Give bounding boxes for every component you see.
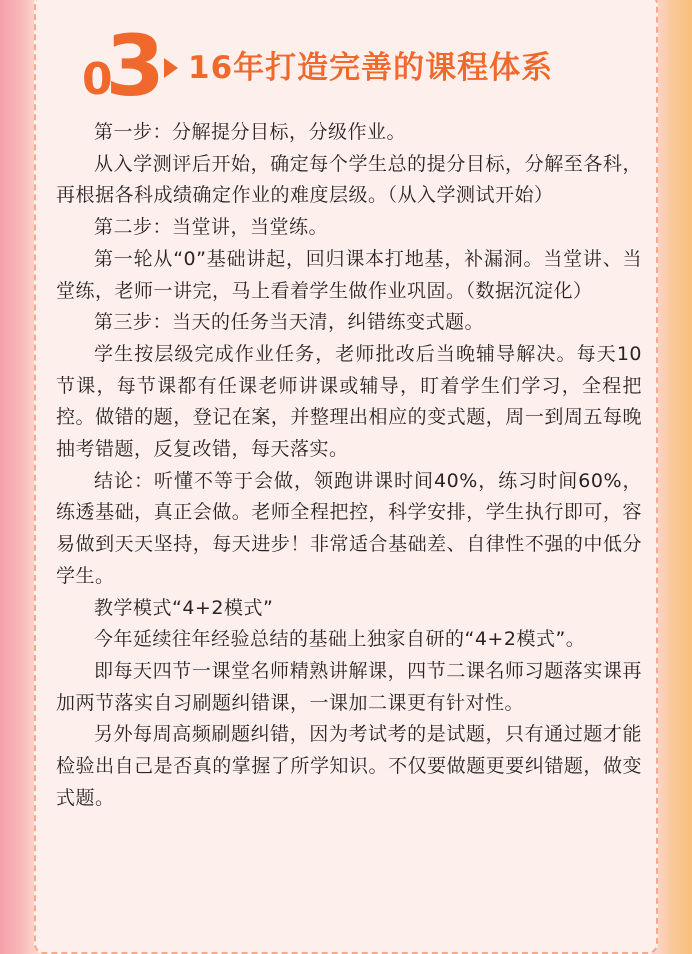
paragraph-step-2: 第二步：当堂讲，当堂练。	[94, 216, 329, 239]
paragraph-step-3-detail: 学生按层级完成作业任务，老师批改后当晚辅导解决。每天10节课，每节课都有任课老师讲课或辅导，盯着学生们学习，全程把控。做错的题，登记在案，并整理出相应的变式题，周一到周五每晚抽考错题，反复改错，每天落实。	[56, 342, 642, 461]
paragraph-teaching-mode: 教学模式“4+2模式”	[94, 596, 274, 619]
section-title: 16年打造完善的课程体系	[188, 50, 554, 86]
paragraph-step-1: 第一步：分解提分目标，分级作业。	[94, 121, 407, 143]
paragraph-step-2-detail: 第一轮从“0”基础讲起，回归课本打地基，补漏洞。当堂讲、当堂练，老师一讲完，马上看着学生做作业巩固。（数据沉淀化）	[56, 247, 642, 302]
paragraph-teaching-mode-detail: 今年延续往年经验总结的基础上独家自研的“4+2模式”。	[94, 628, 586, 651]
paragraph-step-1-detail: 从入学测评后开始，确定每个学生总的提分目标，分解至各科，再根据各科成绩确定作业的难度层级。（从入学测试开始）	[56, 152, 642, 207]
paragraph-step-3: 第三步：当天的任务当天清，纠错练变式题。	[94, 311, 485, 334]
section-number-badge	[80, 17, 166, 115]
article-body	[56, 117, 642, 814]
badge-prefix: 0	[82, 54, 111, 105]
badge-number: 3	[105, 17, 166, 115]
play-arrow-icon	[164, 58, 178, 78]
paragraph-daily-schedule: 即每天四节一课堂名师精熟讲解课，四节二课名师习题落实课再加两节落实自习刷题纠错课，一课加二课更有针对性。	[56, 659, 642, 714]
section-header	[80, 17, 640, 115]
paragraph-weekly-practice: 另外每周高频刷题纠错，因为考试考的是试题，只有通过题才能检验出自己是否真的掌握了所学知识。不仅要做题更要纠错题，做变式题。	[56, 723, 642, 809]
paragraph-conclusion: 结论：听懂不等于会做，领跑讲课时间40%，练习时间60%，练透基础，真正会做。老师全程把控，科学安排，学生执行即可，容易做到天天坚持，每天进步！非常适合基础差、自律性不强的中低分学生。	[56, 469, 642, 587]
